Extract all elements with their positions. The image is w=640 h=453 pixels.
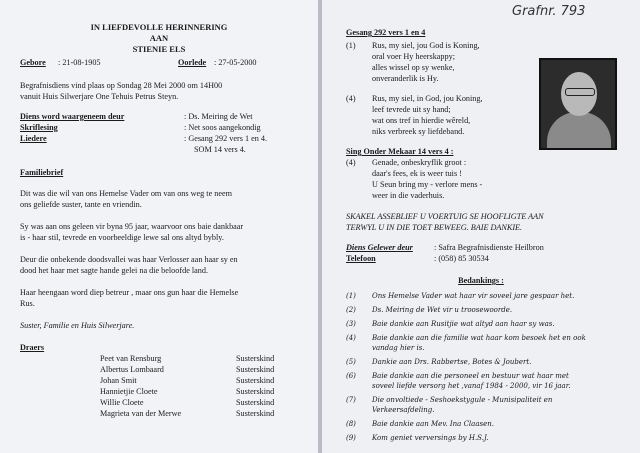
draer-relation: Susterskind bbox=[236, 387, 275, 396]
draer-relation: Susterskind bbox=[236, 376, 275, 385]
skriflesing-label: Skriflesing bbox=[20, 123, 58, 132]
fam-line-2: ons geliefde suster, tante en vriendin. bbox=[20, 200, 142, 209]
thanks-line: Ons Hemelse Vader wat haar vir soveel jare gespaar het. bbox=[372, 292, 575, 300]
verse-number: (4) bbox=[346, 158, 356, 167]
thanks-number: (4) bbox=[346, 334, 356, 342]
thanks-line: Baie dankie aan Rusitjie wat altyd aan haar sy was. bbox=[372, 320, 555, 328]
thanks-number: (5) bbox=[346, 358, 356, 366]
verse-number: (1) bbox=[346, 41, 356, 50]
verse-line: weer in die vaderhuis. bbox=[372, 191, 445, 200]
fam-line-1: Dit was die wil van ons Hemelse Vader om van ons weg te neem bbox=[20, 189, 232, 198]
gesang-title: Gesang 292 vers 1 en 4 bbox=[346, 28, 426, 37]
oorlede-label: Oorlede bbox=[178, 58, 207, 67]
portrait-glasses bbox=[565, 88, 595, 96]
fam-line-6: dood het haar met sagte hande gelei na die beloofde land. bbox=[20, 266, 209, 275]
fam-line-8: Rus. bbox=[20, 299, 35, 308]
headlights-notice-2: TERWYL U IN DIE TOET BEWEEG. BAIE DANKIE. bbox=[346, 223, 523, 232]
draer-name: Magrieta van der Merwe bbox=[100, 409, 182, 418]
thanks-number: (1) bbox=[346, 292, 356, 300]
thanks-number: (6) bbox=[346, 372, 356, 380]
sing-title: Sing Onder Mekaar 14 vers 4 : bbox=[346, 147, 454, 156]
liedere-value-2: SOM 14 vers 4. bbox=[194, 145, 246, 154]
thanks-line: Verkeersafdeling. bbox=[372, 406, 435, 414]
liedere-value-1: : Gesang 292 vers 1 en 4. bbox=[184, 134, 267, 143]
draer-relation: Susterskind bbox=[236, 354, 275, 363]
thanks-line: Baie dankie aan Mev. Ina Claasen. bbox=[372, 420, 494, 428]
funeral-line-1: Begrafnisdiens vind plaas op Sondag 28 Mei 2000 om 14H00 bbox=[20, 81, 223, 90]
title: IN LIEFDEVOLLE HERINNERING bbox=[90, 22, 228, 32]
skriflesing-value: : Net soos aangekondig bbox=[184, 123, 261, 132]
thanks-line: soveel liefde versorg het ,vanaf 1984 - 2000, vir 16 jaar. bbox=[372, 382, 571, 390]
verse-line: onveranderlik is Hy. bbox=[372, 74, 439, 83]
draers-label: Draers bbox=[20, 343, 45, 352]
gebore-label: Gebore bbox=[20, 58, 46, 67]
headlights-notice-1: SKAKEL ASSEBLIEF U VOERTUIG SE HOOFLIGTE AAN bbox=[346, 212, 544, 221]
oorlede-value: : 27-05-2000 bbox=[214, 58, 257, 67]
diens-label: Diens word waargeneem deur bbox=[20, 112, 125, 121]
thanks-line: Dankie aan Drs. Rabbertse, Botes & Joubert. bbox=[372, 358, 532, 366]
draer-name: Albertus Lombaard bbox=[100, 365, 164, 374]
left-page bbox=[0, 0, 318, 453]
gebore-value: : 21-08-1905 bbox=[58, 58, 101, 67]
thanks-line: Die onvoltiede - Seshoekstygule - Munisipaliteit en bbox=[372, 396, 553, 404]
bedankings-title: Bedankings : bbox=[458, 276, 504, 285]
draer-relation: Susterskind bbox=[236, 365, 275, 374]
gelewer-label: Diens Gelewer deur bbox=[346, 243, 413, 252]
draer-name: Hannietjie Cloete bbox=[100, 387, 158, 396]
fam-line-7: Haar heengaan word diep betreur , maar ons gun haar die Hemelse bbox=[20, 288, 239, 297]
portrait-shoulders bbox=[547, 112, 611, 148]
thanks-line: Ds. Meiring de Wet vir u troosewoorde. bbox=[372, 306, 513, 314]
title-aan: AAN bbox=[149, 33, 169, 43]
verse-line: oral voer Hy heerskappy; bbox=[372, 52, 455, 61]
verse-line: Genade, onbeskryflik groot : bbox=[372, 158, 467, 167]
verse-line: alles wissel op sy wenke, bbox=[372, 63, 455, 72]
thanks-line: Baie dankie aan die familie wat haar kom besoek het en ook bbox=[372, 334, 586, 342]
thanks-number: (3) bbox=[346, 320, 356, 328]
handwritten-grave-number: Grafnr. 793 bbox=[512, 4, 586, 19]
gelewer-value: : Safra Begrafnisdienste Heilbron bbox=[434, 243, 544, 252]
funeral-line-2: vanuit Huis Silwerjare One Tehuis Petrus Steyn. bbox=[20, 92, 179, 101]
thanks-number: (2) bbox=[346, 306, 356, 314]
draer-relation: Susterskind bbox=[236, 409, 275, 418]
thanks-number: (7) bbox=[346, 396, 356, 404]
thanks-line: Baie dankie aan die personeel en bestuur wat haar met bbox=[372, 372, 569, 380]
fam-line-4: is - haar stil, tevrede en voorbeeldige lewe sal ons altyd bybly. bbox=[20, 233, 224, 242]
liedere-label: Liedere bbox=[20, 134, 47, 143]
verse-number: (4) bbox=[346, 94, 356, 103]
thanks-number: (8) bbox=[346, 420, 356, 428]
portrait-photo bbox=[539, 58, 617, 150]
verse-line: daar's fees, ek is weer tuis ! bbox=[372, 169, 462, 178]
telefoon-value: : (058) 85 30534 bbox=[434, 254, 489, 263]
draer-relation: Susterskind bbox=[236, 398, 275, 407]
right-page bbox=[322, 0, 640, 453]
diens-value: : Ds. Meiring de Wet bbox=[184, 112, 253, 121]
verse-line: Rus, my siel, in God, jou Koning, bbox=[372, 94, 483, 103]
verse-line: Rus, my siel, jou God is Koning, bbox=[372, 41, 480, 50]
verse-line: U Seun bring my - verlore mens - bbox=[372, 180, 483, 189]
familiebrief-label: Familiebrief bbox=[20, 168, 64, 177]
draer-name: Peet van Rensburg bbox=[100, 354, 162, 363]
thanks-line: Kom geniet verversings by H.S.J. bbox=[372, 434, 489, 442]
fam-line-3: Sy was aan ons geleen vir byna 95 jaar, waarvoor ons baie dankbaar bbox=[20, 222, 244, 231]
draer-name: Willie Cloete bbox=[100, 398, 144, 407]
thanks-line: vandag hier is. bbox=[372, 344, 425, 352]
verse-line: wat ons tref in hierdie wêreld, bbox=[372, 116, 471, 125]
telefoon-label: Telefoon bbox=[346, 254, 376, 263]
verse-line: niks verbreek sy liefdeband. bbox=[372, 127, 465, 136]
deceased-name: STIENIE ELS bbox=[132, 44, 186, 54]
fam-line-5: Deur die onbekende doodsvallei was haar Verlosser aan haar sy en bbox=[20, 255, 238, 264]
draer-name: Johan Smit bbox=[100, 376, 137, 385]
thanks-number: (9) bbox=[346, 434, 356, 442]
signoff: Suster, Familie en Huis Silwerjare. bbox=[20, 321, 135, 330]
verse-line: leef tevrede uit sy hand; bbox=[372, 105, 451, 114]
